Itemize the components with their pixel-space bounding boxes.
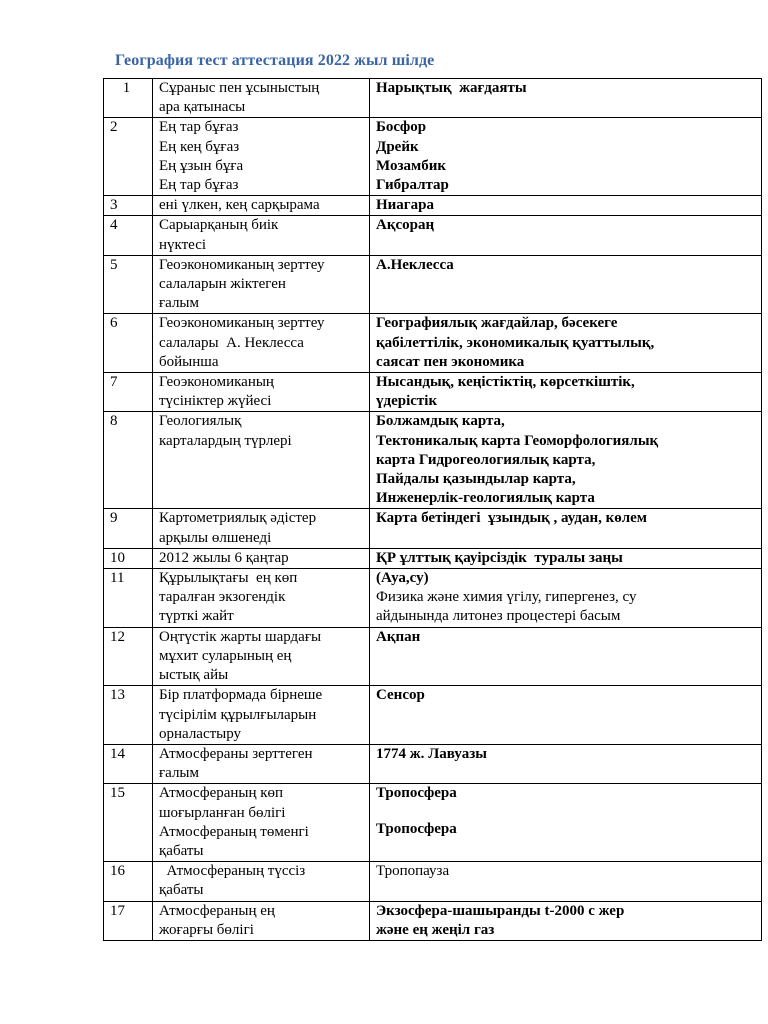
answer-line: Нысандық, кеңістіктің, көрсеткіштік, [376, 374, 635, 391]
question-cell [153, 686, 370, 745]
table-row [104, 509, 762, 548]
question-line: ғалым [159, 295, 199, 312]
qa-table-body [104, 79, 762, 941]
answer-cell [370, 784, 762, 862]
question-line: ені үлкен, кең сарқырама [159, 197, 320, 214]
question-line: орналастыру [159, 725, 242, 742]
answer-line: Инженерлік-геологиялық карта [376, 490, 595, 507]
question-line: Ең тар бұғаз [159, 177, 239, 194]
question-line: арқылы өлшенеді [159, 529, 272, 546]
row-number: 12 [104, 627, 153, 686]
row-number: 8 [104, 412, 153, 509]
question-cell [153, 255, 370, 314]
question-line: Геоэкономиканың [159, 374, 274, 391]
answer-line: Тропопауза [376, 863, 450, 880]
question-cell [153, 569, 370, 628]
question-cell [153, 79, 370, 118]
question-cell [153, 216, 370, 255]
answer-line: Географиялық жағдайлар, бәсекеге [376, 315, 618, 332]
answer-cell [370, 509, 762, 548]
answer-cell [370, 862, 762, 901]
answer-cell [370, 548, 762, 568]
row-number: 4 [104, 216, 153, 255]
question-line: ыстық айы [159, 667, 229, 684]
question-cell [153, 118, 370, 196]
question-cell [153, 627, 370, 686]
answer-cell [370, 627, 762, 686]
page-title: География тест аттестация 2022 жыл шілде [115, 52, 435, 69]
answer-cell [370, 373, 762, 412]
table-row [104, 79, 762, 118]
question-line: Атмосфераның ең [159, 902, 275, 919]
answer-line: саясат пен экономика [376, 353, 525, 370]
question-line: жоғарғы бөлігі [159, 921, 254, 938]
question-line: Сұраныс пен ұсыныстың [159, 80, 320, 96]
question-line: таралған экзогендік [159, 589, 286, 606]
answer-cell [370, 569, 762, 628]
answer-line: Ақсораң [376, 217, 435, 234]
question-line: нүктесі [159, 236, 207, 253]
question-line: шоғырланған бөлігі [159, 804, 286, 821]
question-cell [153, 901, 370, 940]
answer-cell [370, 314, 762, 373]
answer-line: Сенсор [376, 687, 425, 704]
table-row [104, 118, 762, 196]
question-cell [153, 412, 370, 509]
row-number: 3 [104, 196, 153, 216]
answer-cell [370, 744, 762, 783]
question-cell [153, 373, 370, 412]
table-row [104, 744, 762, 783]
answer-cell [370, 255, 762, 314]
answer-line: үдерістік [376, 393, 438, 410]
answer-line: айдынында литонез процестері басым [376, 608, 621, 625]
answer-spacer [376, 804, 758, 820]
question-line: Атмосфераның түссіз [159, 863, 306, 880]
table-row [104, 373, 762, 412]
row-number: 10 [104, 548, 153, 568]
question-line: Оңтүстік жарты шардағы [159, 628, 322, 645]
row-number: 14 [104, 744, 153, 783]
question-line: қабаты [159, 842, 204, 859]
question-cell [153, 862, 370, 901]
table-row [104, 569, 762, 628]
row-number: 1 [104, 79, 153, 118]
answer-line: Ақпан [376, 628, 421, 645]
question-line: Геоэкономиканың зерттеу [159, 315, 325, 332]
answer-line: Нарықтық жағдаяты [376, 80, 527, 96]
question-line: ара қатынасы [159, 99, 246, 116]
question-line: мұхит суларының ең [159, 647, 292, 664]
row-number: 13 [104, 686, 153, 745]
answer-line: Тектоникалық карта Геоморфологиялық [376, 432, 659, 449]
row-number: 15 [104, 784, 153, 862]
question-line: Геологиялық [159, 413, 242, 430]
answer-line: А.Неклесса [376, 256, 454, 273]
answer-cell [370, 118, 762, 196]
table-row [104, 686, 762, 745]
answer-line: қабілеттілік, экономикалық қуаттылық, [376, 334, 655, 351]
answer-line: Босфор [376, 119, 427, 136]
row-number: 2 [104, 118, 153, 196]
answer-line: Экзосфера-шашыранды t-2000 с жер [376, 902, 625, 919]
question-line: Ең тар бұғаз [159, 119, 239, 136]
question-line: бойынша [159, 353, 219, 370]
table-row [104, 412, 762, 509]
question-line: 2012 жылы 6 қаңтар [159, 549, 289, 566]
table-row [104, 216, 762, 255]
answer-line: Карта бетіндегі ұзындық , аудан, көлем [376, 510, 648, 527]
question-line: ғалым [159, 765, 199, 782]
question-line: Геоэкономиканың зерттеу [159, 256, 325, 273]
answer-line: (Ауа,су) [376, 570, 429, 587]
answer-cell [370, 216, 762, 255]
question-line: Құрылықтағы ең көп [159, 570, 298, 587]
answer-line: Тропосфера [376, 820, 457, 837]
question-line: Бір платформада бірнеше [159, 687, 323, 704]
answer-line: Гибралтар [376, 177, 449, 194]
answer-cell [370, 901, 762, 940]
table-row [104, 548, 762, 568]
table-row [104, 314, 762, 373]
question-cell [153, 744, 370, 783]
answer-line: ҚР ұлттық қауірсіздік туралы заңы [376, 549, 623, 566]
answer-cell [370, 196, 762, 216]
question-line: Картометриялық әдістер [159, 510, 317, 527]
table-row [104, 196, 762, 216]
answer-line: Мозамбик [376, 157, 446, 174]
row-number: 16 [104, 862, 153, 901]
row-number: 9 [104, 509, 153, 548]
answer-cell [370, 412, 762, 509]
answer-line: 1774 ж. Лавуазы [376, 745, 487, 762]
row-number: 17 [104, 901, 153, 940]
question-line: карталардың түрлері [159, 432, 292, 449]
row-number: 7 [104, 373, 153, 412]
table-row [104, 627, 762, 686]
answer-line: және ең жеңіл газ [376, 921, 495, 938]
question-line: Ең ұзын бұға [159, 157, 244, 174]
question-line: түсініктер жүйесі [159, 393, 272, 410]
table-row [104, 862, 762, 901]
question-line: салалары А. Неклесса [159, 334, 304, 351]
table-row [104, 255, 762, 314]
row-number: 11 [104, 569, 153, 628]
question-line: Сарыарқаның биік [159, 217, 279, 234]
row-number: 5 [104, 255, 153, 314]
question-cell [153, 509, 370, 548]
answer-line: Болжамдық карта, [376, 413, 505, 430]
question-cell [153, 548, 370, 568]
answer-line: Дрейк [376, 138, 419, 155]
qa-table [103, 78, 762, 941]
answer-line: Пайдалы қазындылар карта, [376, 471, 576, 488]
table-row [104, 784, 762, 862]
question-line: түсірілім құрылғыларын [159, 706, 317, 723]
question-cell [153, 196, 370, 216]
question-line: Ең кең бұғаз [159, 138, 240, 155]
answer-cell [370, 686, 762, 745]
question-cell [153, 314, 370, 373]
answer-line: Ниагара [376, 197, 434, 214]
question-cell [153, 784, 370, 862]
table-row [104, 901, 762, 940]
answer-line: Физика және химия үгілу, гипергенез, су [376, 589, 637, 606]
answer-line: Тропосфера [376, 785, 457, 802]
question-line: Атмосфераның төменгі [159, 823, 309, 840]
question-line: Атмосфераны зерттеген [159, 745, 313, 762]
row-number: 6 [104, 314, 153, 373]
answer-line: карта Гидрогеологиялық карта, [376, 451, 596, 468]
answer-cell [370, 79, 762, 118]
question-line: қабаты [159, 882, 204, 899]
question-line: салаларын жіктеген [159, 276, 286, 293]
question-line: түрткі жайт [159, 608, 234, 625]
question-line: Атмосфераның көп [159, 785, 284, 802]
